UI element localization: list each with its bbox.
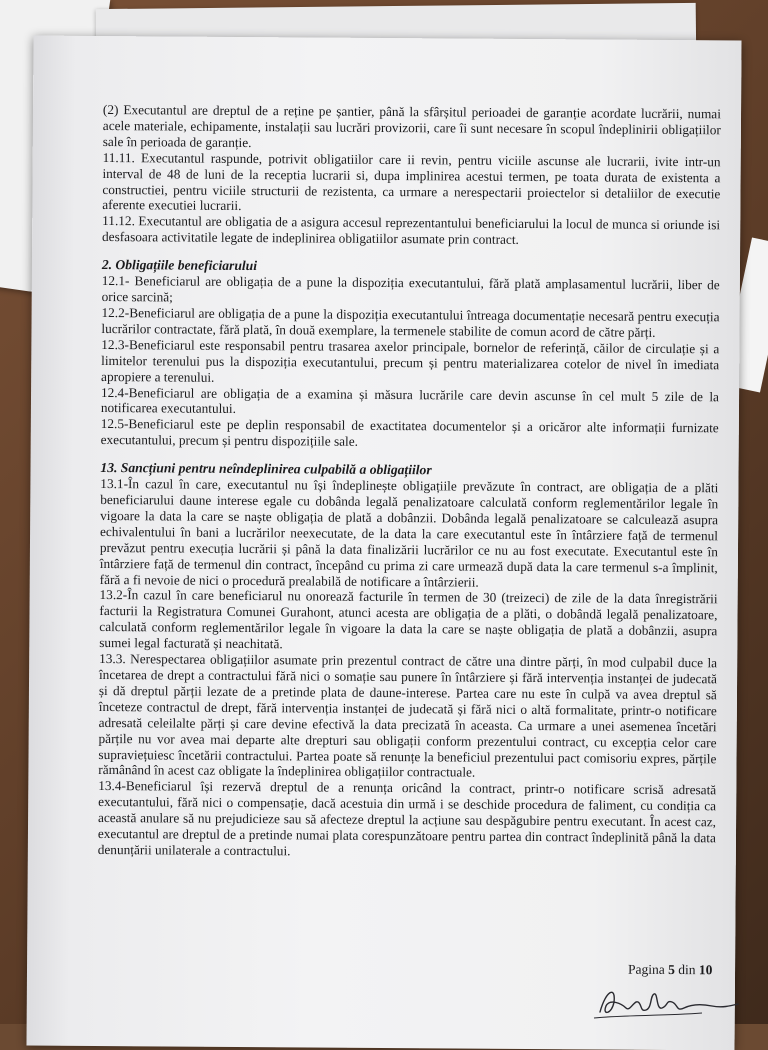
paragraph-12-1: 12.1- Beneficiarul are obligația de a pune la dispoziția executantului, fără plată amplasamentul lucrării, liber de orice sarcină; xyxy=(101,273,720,305)
paragraph-13-3: 13.3. Nerespectarea obligațiilor asumate prin prezentul contract de către una dintre părți, în mod culpabil duce la încetarea de drept a contractului fără nici o somație sau punere în întârziere și fără intervenția instanței de judecată și dă dreptul părții lezate de a pretinde plata de daune-interese. Partea care nu este în culpă va avea dreptul să înceteze contractul de drept, fără intervenția instanței de judecată și fără nici o altă formalitate, printr-o notificare adresată celeilalte părți și care devine efectivă la data precizată în aceasta. Ca urmare a unei asemenea încetări părțile nu vor avea mai departe alte drepturi sau obligații conform prezentului contract, cu excepția celor care supraviețuiesc încetării contractului. Partea poate să renunțe la beneficiul prezentului pact comisoriu expres, părțile rămânând în acest caz obligate la îndeplinirea obligațiilor contractuale. xyxy=(98,651,718,781)
paragraph-11-10-2: (2) Executantul are dreptul de a reține pe șantier, până la sfârșitul perioadei de garanție acordate lucrării, numai acele materiale, echipamente, instalații sau lucrări provizorii, care îi sunt necesare în scopul îndeplinirii obligațiilor sale în perioada de garanție. xyxy=(102,102,721,150)
footer-of-word: din xyxy=(678,962,696,978)
paragraph-11-12: 11.12. Executantul are obligatia de a asigura accesul reprezentantului beneficiarului la locul de munca si oriunde isi desfasoara activitatile legate de indeplinirea obligatiilor asumate prin contract. xyxy=(102,213,721,248)
document-body xyxy=(98,102,721,862)
footer-page-word: Pagina xyxy=(627,961,665,977)
paragraph-13-1: 13.1-În cazul în care, executantul nu își îndeplinește obligațiile prevăzute în contract, are obligația de a plăti beneficiarului daune interese egale cu dobânda legală penalizatoare calculată conform reglementărilor legale în vigoare la data la care se naște obligația de plată a dobânzii. Dobânda legală penalizatoare se calculează asupra echivalentului în bani a lucrărilor neexecutate, de la data la care executantul este în întârziere față de termenul prevăzut pentru execuția lucrării și până la data finalizării lucrărilor ce nu au fost executate. Executantul este în întârziere față de termenul din contract, începând cu prima zi care urmează după data la care termenul s-a împlinit, fără a fi nevoie de nici o procedură prealabilă de notificare a întârzierii. xyxy=(99,476,719,590)
page-footer xyxy=(628,962,713,979)
paragraph-12-3: 12.3-Beneficiarul este responsabil pentru trasarea axelor principale, bornelor de referință, căilor de circulație și a limitelor terenului pus la dispoziția executantului, precum și pentru materializarea cotelor de nivel în imediata apropiere a terenului. xyxy=(101,336,720,385)
paragraph-13-2: 13.2-În cazul în care beneficiarul nu onorează facturile în termen de 30 (treizeci) de zile de la data înregistrării facturii la Registratura Comunei Gurahont, atunci acesta are obligația de a plăti, o dobândă legală penalizatoare, calculată conform reglementărilor legale în vigoare la data la care se naște obligația de plată a dobânzii, asupra sumei legal facturată și neachitată. xyxy=(99,587,718,652)
paragraph-12-2: 12.2-Beneficiarul are obligația de a pune la dispoziția executantului întreaga documentație necesară pentru execuția lucrărilor contractate, fără plată, în două exemplare, la termenele stabilite de comun acord de către părți. xyxy=(101,304,720,340)
paragraph-12-4: 12.4-Beneficiarul are obligația de a examina și măsura lucrările care devin ascunse în cel mult 5 zile de la notificarea executantului. xyxy=(100,384,720,417)
footer-page-total: 10 xyxy=(698,962,713,978)
signature-icon xyxy=(592,982,742,1022)
paragraph-11-11: 11.11. Executantul raspunde, potrivit obligatiilor care ii revin, pentru viciile ascunse ale lucrarii, ivite intr-un interval de 48 de luni de la receptia lucrarii si, dupa implinirea acestui termen, pe toata durata de existenta a constructiei, pentru viciile structurii de rezistenta, ca urmare a nerespectarii proiectelor si detaliilor de executie aferente executiei lucrarii. xyxy=(102,149,721,214)
section-2-title: 2. Obligațiile beneficiarului xyxy=(101,257,258,274)
paragraph-13-4: 13.4-Beneficiarul își rezervă dreptul de a renunța oricând la contract, printr-o notificare scrisă adresată executantului, fără nici o compensație, dacă acestuia din urmă i se deschide procedura de faliment, cu condiția ca această anulare să nu prejudicieze sau să afecteze dreptul la acțiune sau despăgubire pentru executant. În acest caz, executantul are dreptul de a pretinde numai plata corespunzătoare pentru partea din contract îndeplinită până la data denunțării unilaterale a contractului. xyxy=(97,778,717,859)
footer-page-number: 5 xyxy=(668,961,675,978)
section-13-title: 13. Sancțiuni pentru neîndeplinirea culpabilă a obligațiilor xyxy=(100,460,432,478)
paragraph-12-5: 12.5-Beneficiarul este pe deplin responsabil de exactitatea documentelor și a oricăror alte informații furnizate executantului, precum și pentru dispozițiile sale. xyxy=(100,416,719,450)
